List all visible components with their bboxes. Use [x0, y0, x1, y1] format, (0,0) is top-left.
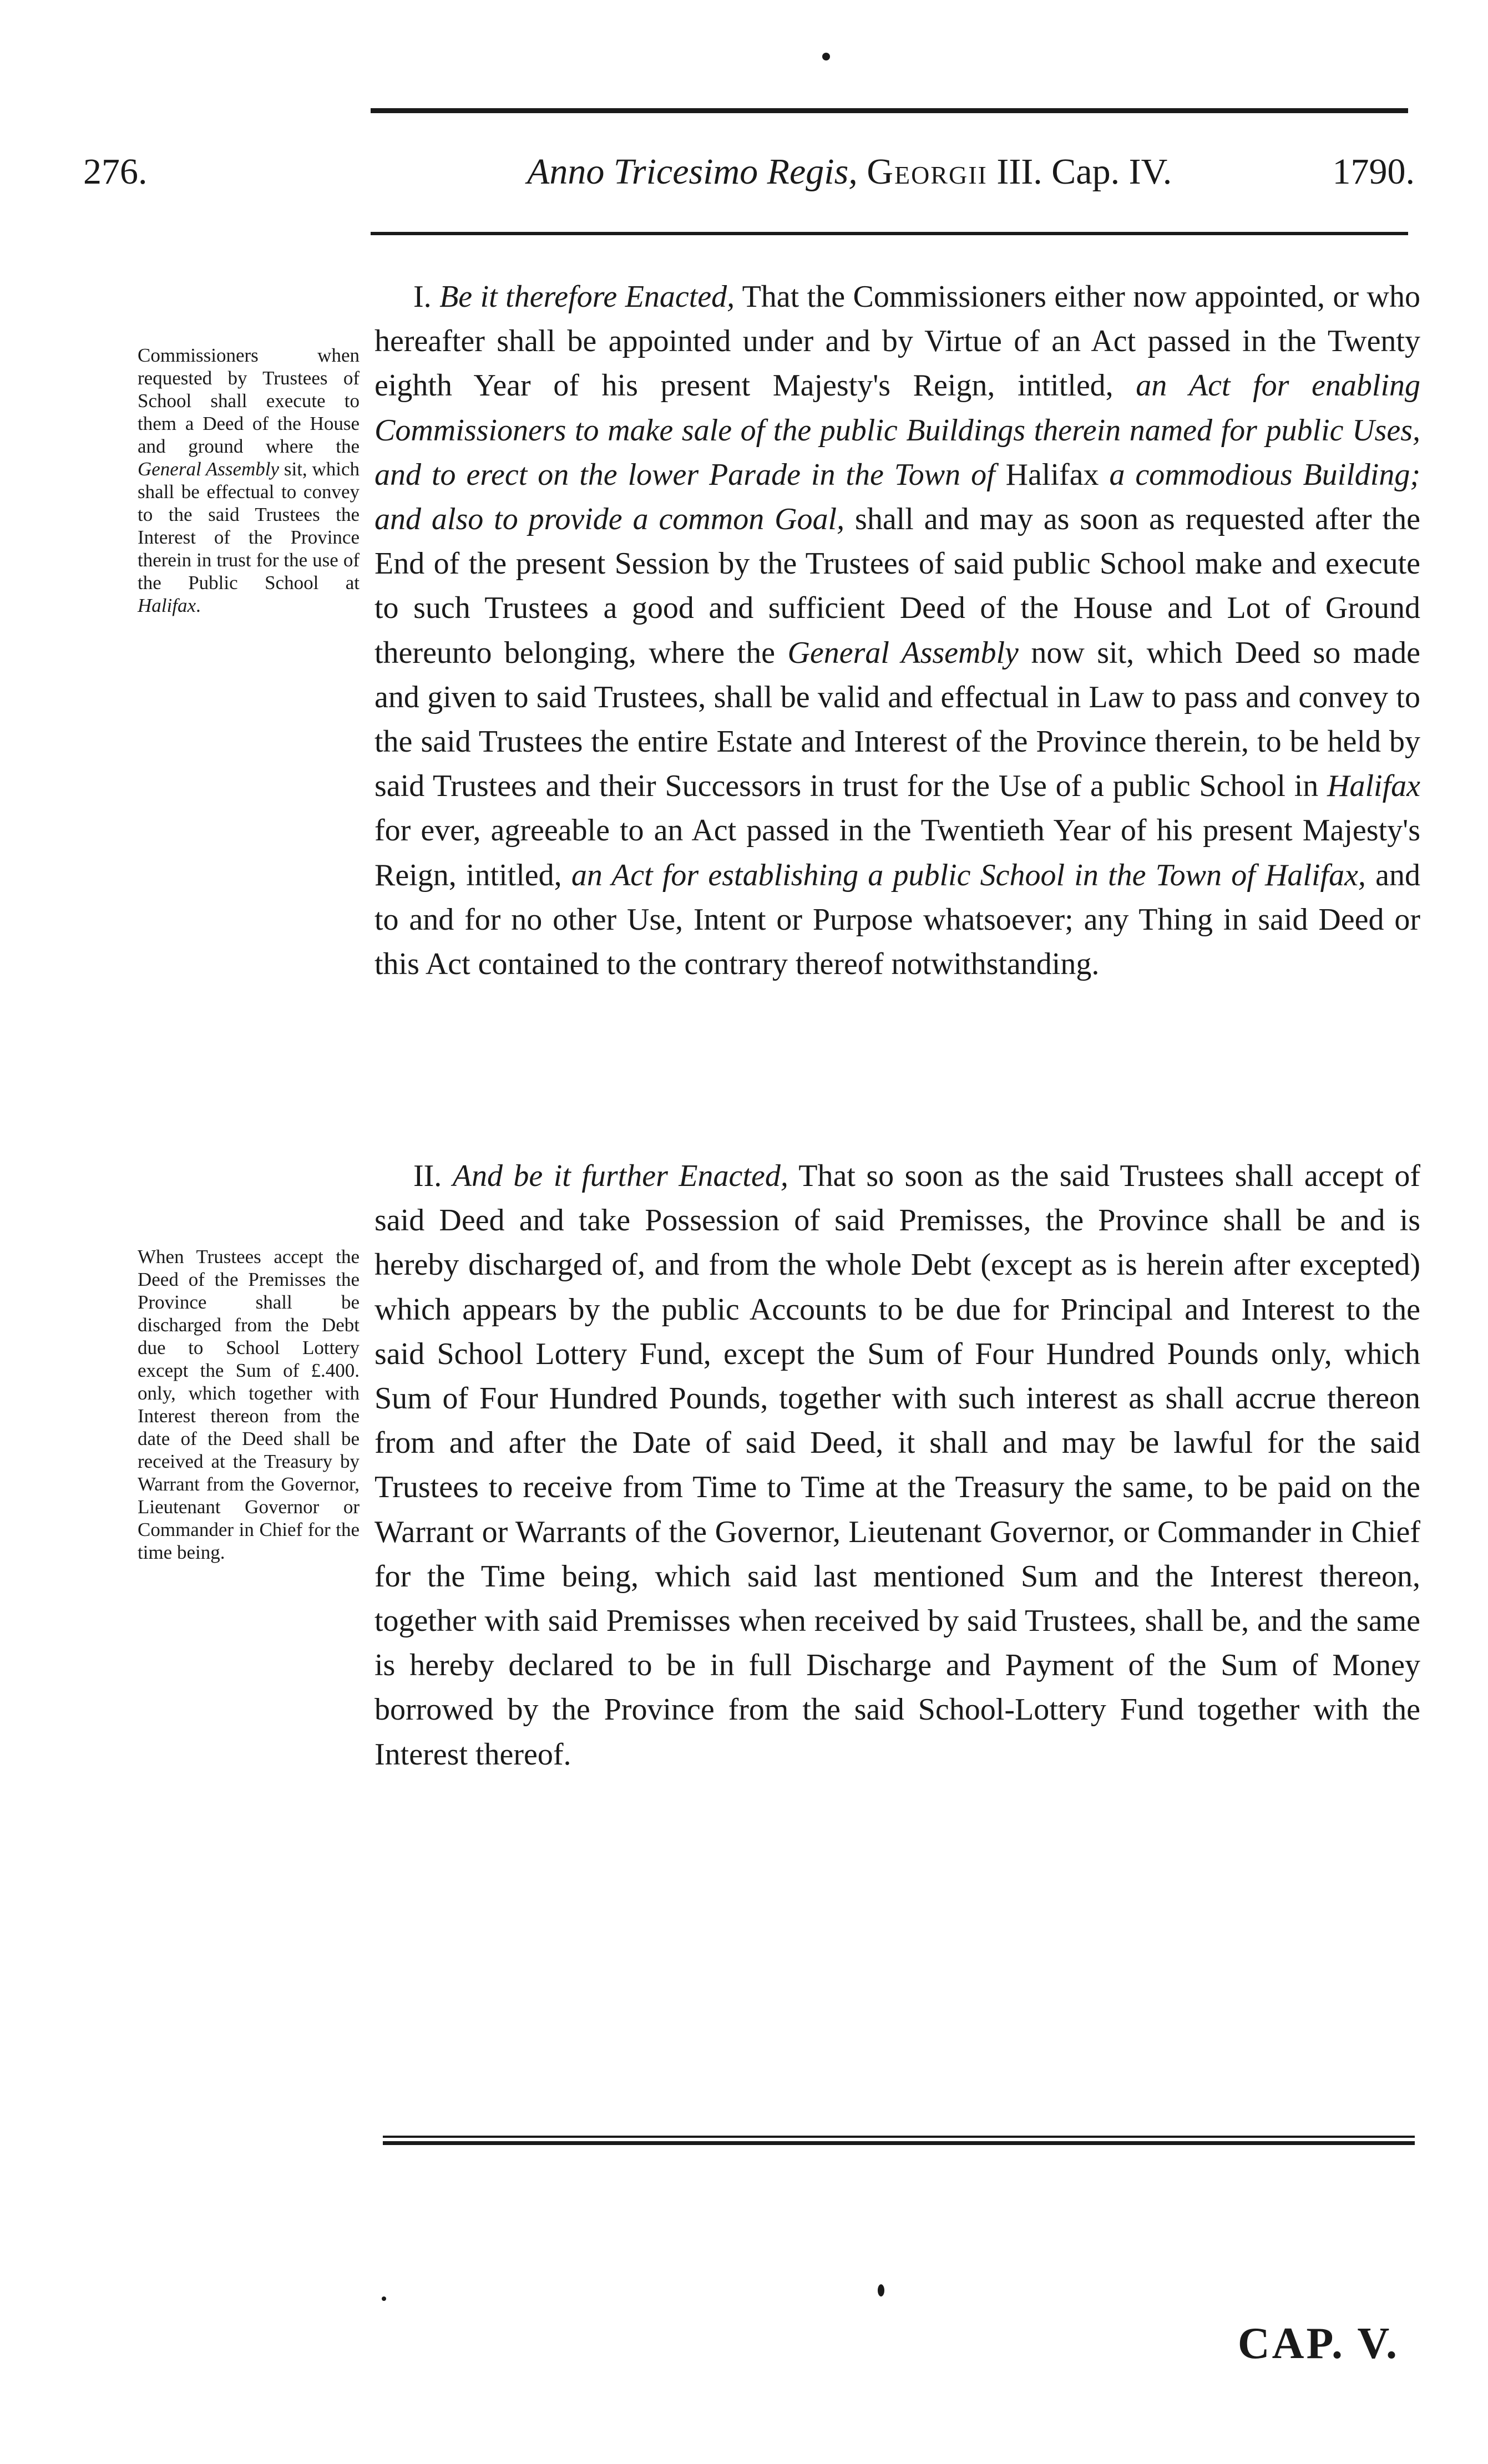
section-2-text: That so soon as the said Trustees shall accept of said Deed and take Possession of said Premisses, the Province shall be and is hereby discharged of, and from the whole Debt (except as is herein after excepted) which appears by the public Accounts to be due for Principal and Interest to the said School Lottery Fund, except the Sum of Four Hundred Pounds only, which Sum of Four Hundred Pounds, together with such interest as shall accrue thereon from and after the Date of said Deed, it shall and may be lawful for the said Trustees to receive from Time to Time at the Treasury the same, to be paid on the Warrant or Warrants of the Governor, Lieutenant Governor, or Commander in Chief for the Time being, which said last mentioned Sum and the Interest thereon, together with said Premisses when received by said Trustees, shall be, and the same is hereby declared to be in full Discharge and Payment of the Sum of Money borrowed by the Province from the said School-Lottery Fund together with the Interest thereof.	[374, 1159, 1421, 1772]
top-rule	[371, 108, 1408, 113]
ink-speck	[822, 53, 830, 60]
section-1-act-title-b: a commodious Building; and also to provide a common Goal,	[374, 457, 1420, 537]
section-1-text-d: for ever, agreeable to an Act passed in the Twentieth Year of his present Majesty's Reign, intitled,	[374, 813, 1420, 893]
catchword: CAP. V.	[1237, 2319, 1399, 2368]
bottom-rule-upper	[383, 2136, 1415, 2138]
section-2	[374, 1154, 1420, 1777]
margin-note-2	[138, 1245, 360, 1564]
running-head-line	[83, 151, 1415, 201]
section-1-text-e: and to and for no other Use, Intent or Purpose whatsoever; any Thing in said Deed or this Act contained to the contrary thereof notwithstanding.	[374, 858, 1420, 982]
margin-note-1-text-c: .	[195, 595, 201, 616]
section-1	[374, 275, 1420, 986]
margin-note-1-text-b: sit, which shall be effectual to convey to the said Trustees the Interest of the Province therein in trust for the use of the Public School at	[138, 458, 360, 594]
section-1-text-a: That the Commissioners either now appointed, or who hereafter shall be appointed under and by Virtue of an Act passed in the Twenty eighth Year of his present Majesty's Reign, intitled,	[374, 280, 1420, 403]
section-1-numeral: I.	[413, 280, 440, 314]
section-1-enacting-clause: Be it therefore Enacted,	[439, 280, 735, 314]
section-1-act-title-c: an Act for establishing a public School in the Town of Halifax,	[571, 858, 1366, 893]
section-1-general-assembly: General Assembly	[787, 635, 1019, 670]
section-1-text-c: now sit, which Deed so made and given to said Trustees, shall be valid and effectual in Law to pass and convey to the said Trustees the entire Estate and Interest of the Province therein, to be held by said Trustees and their Successors in trust for the Use of a public School in	[374, 635, 1421, 804]
ink-speck	[878, 2284, 884, 2296]
section-2-paragraph	[374, 1154, 1420, 1777]
margin-note-2-text: When Trustees accept the Deed of the Premisses the Province shall be discharged from the Debt due to School Lottery except the Sum of £.400. only, which together with Interest thereon from the date of the Deed shall be received at the Treasury by Warrant from the Governor, Lieutenant Governor or Commander in Chief for the time being.	[138, 1246, 360, 1563]
section-1-text-b: shall and may as soon as requested after the End of the present Session by the Trustees of said public School make and execute to such Trustees a good and sufficient Deed of the House and Lot of Ground thereunto belonging, where the	[374, 502, 1420, 670]
section-1-paragraph	[374, 275, 1420, 986]
running-head	[527, 151, 1172, 193]
header-rule	[371, 232, 1408, 235]
section-2-numeral: II.	[413, 1159, 453, 1193]
margin-note-1-italic-a: General Assembly	[138, 458, 280, 480]
section-1-act-title-a: an Act for enabling Commissioners to make sale of the public Buildings therein named for public Uses, and to erect on the lower Parade in the Town of	[374, 368, 1421, 492]
ink-speck	[382, 2296, 386, 2301]
margin-note-1	[138, 344, 360, 617]
running-head-italic: Anno Tricesimo Regis,	[527, 151, 858, 192]
page-number: 276.	[83, 151, 148, 192]
year: 1790.	[1332, 151, 1415, 192]
section-1-place: Halifax	[995, 457, 1110, 492]
running-head-caps: Georgii	[867, 151, 988, 192]
margin-note-1-italic-b: Halifax	[138, 595, 196, 616]
running-head-rest: III. Cap. IV.	[996, 151, 1172, 192]
margin-note-1-text-a: Commissioners when requested by Trustees of School shall execute to them a Deed of the House and ground where the	[138, 344, 360, 457]
section-1-halifax: Halifax	[1327, 769, 1420, 804]
bottom-rule-lower	[383, 2141, 1415, 2145]
section-2-enacting-clause: And be it further Enacted,	[452, 1159, 788, 1193]
